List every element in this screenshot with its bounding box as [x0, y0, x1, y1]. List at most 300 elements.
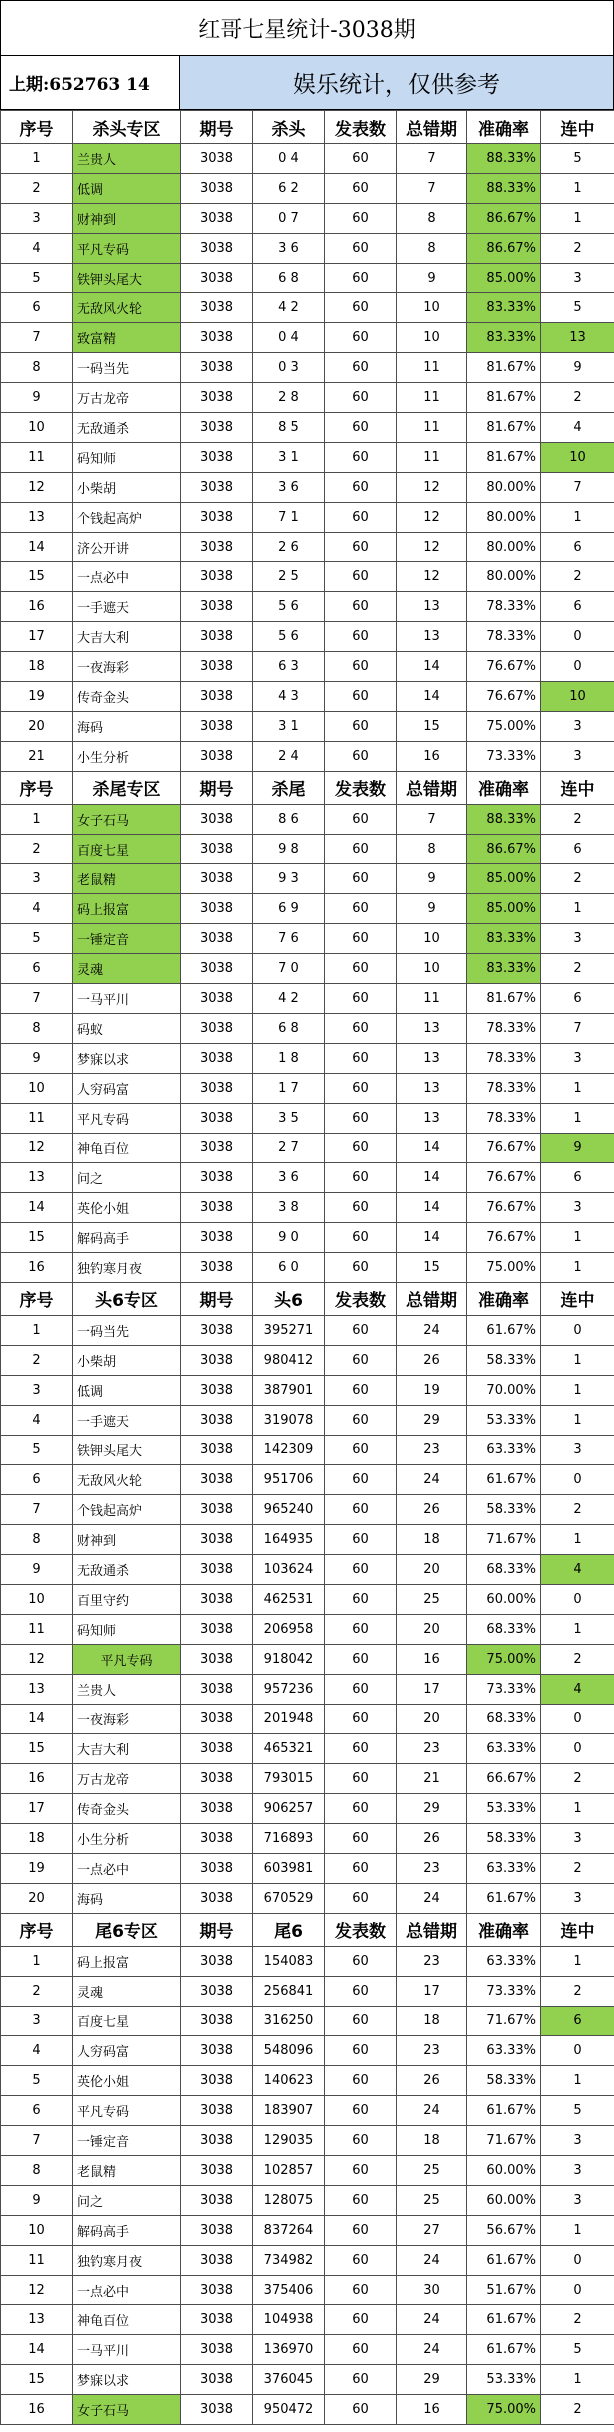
- cell-code: 965240: [253, 1495, 325, 1525]
- cell-total: 60: [325, 1223, 397, 1253]
- cell-no: 11: [1, 1614, 73, 1644]
- cell-total: 60: [325, 233, 397, 263]
- table-row: [1, 383, 614, 413]
- cell-rate: 78.33%: [467, 1013, 541, 1043]
- cell-issue: 3038: [181, 1465, 253, 1495]
- cell-name: 码蚁: [73, 1013, 181, 1043]
- table-row: [1, 804, 614, 834]
- cell-wrong: 23: [397, 1853, 467, 1883]
- table-row: [1, 2036, 614, 2066]
- cell-issue: 3038: [181, 1223, 253, 1253]
- cell-rate: 83.33%: [467, 293, 541, 323]
- cell-code: 395271: [253, 1315, 325, 1345]
- column-header: 期号: [181, 1913, 253, 1946]
- cell-streak: 3: [541, 711, 614, 741]
- table-row: [1, 1193, 614, 1223]
- cell-rate: 75.00%: [467, 2395, 541, 2425]
- cell-rate: 83.33%: [467, 954, 541, 984]
- cell-issue: 3038: [181, 1345, 253, 1375]
- cell-no: 13: [1, 1163, 73, 1193]
- cell-rate: 53.33%: [467, 1794, 541, 1824]
- cell-wrong: 15: [397, 1253, 467, 1283]
- cell-no: 5: [1, 263, 73, 293]
- cell-rate: 80.00%: [467, 502, 541, 532]
- cell-no: 3: [1, 203, 73, 233]
- cell-wrong: 13: [397, 1073, 467, 1103]
- cell-total: 60: [325, 1946, 397, 1976]
- cell-name: 低调: [73, 1375, 181, 1405]
- column-header: 总错期: [397, 771, 467, 804]
- cell-issue: 3038: [181, 2365, 253, 2395]
- cell-streak: 1: [541, 173, 614, 203]
- cell-code: 462531: [253, 1584, 325, 1614]
- cell-code: 154083: [253, 1946, 325, 1976]
- cell-issue: 3038: [181, 834, 253, 864]
- cell-code: 7 0: [253, 954, 325, 984]
- cell-name: 一手遮天: [73, 1405, 181, 1435]
- cell-issue: 3038: [181, 2305, 253, 2335]
- table-row: [1, 2305, 614, 2335]
- table-row: [1, 1555, 614, 1585]
- table-row: [1, 1525, 614, 1555]
- cell-wrong: 10: [397, 924, 467, 954]
- cell-streak: 7: [541, 1013, 614, 1043]
- cell-streak: 3: [541, 924, 614, 954]
- cell-rate: 70.00%: [467, 1375, 541, 1405]
- cell-total: 60: [325, 864, 397, 894]
- cell-wrong: 26: [397, 2066, 467, 2096]
- cell-rate: 58.33%: [467, 1824, 541, 1854]
- cell-wrong: 16: [397, 1644, 467, 1674]
- cell-issue: 3038: [181, 1883, 253, 1913]
- cell-code: 1 7: [253, 1073, 325, 1103]
- cell-wrong: 29: [397, 1794, 467, 1824]
- column-header: 序号: [1, 771, 73, 804]
- cell-issue: 3038: [181, 1794, 253, 1824]
- cell-issue: 3038: [181, 562, 253, 592]
- cell-name: 无敌风火轮: [73, 293, 181, 323]
- cell-wrong: 15: [397, 711, 467, 741]
- cell-no: 2: [1, 1976, 73, 2006]
- table-row: [1, 2066, 614, 2096]
- table-row: [1, 203, 614, 233]
- cell-no: 10: [1, 1073, 73, 1103]
- table-row: [1, 1223, 614, 1253]
- table-row: [1, 1315, 614, 1345]
- table-row: [1, 144, 614, 174]
- cell-code: 793015: [253, 1764, 325, 1794]
- cell-name: 英伦小姐: [73, 2066, 181, 2096]
- cell-name: 大吉大利: [73, 622, 181, 652]
- cell-code: 6 9: [253, 894, 325, 924]
- cell-total: 60: [325, 1193, 397, 1223]
- cell-issue: 3038: [181, 804, 253, 834]
- cell-no: 11: [1, 442, 73, 472]
- cell-name: 梦寐以求: [73, 1043, 181, 1073]
- cell-wrong: 13: [397, 1103, 467, 1133]
- stats-table: [0, 110, 614, 2425]
- cell-no: 3: [1, 864, 73, 894]
- cell-total: 60: [325, 413, 397, 443]
- cell-streak: 1: [541, 1525, 614, 1555]
- cell-wrong: 14: [397, 1193, 467, 1223]
- cell-streak: 2: [541, 864, 614, 894]
- column-header: 发表数: [325, 1282, 397, 1315]
- cell-issue: 3038: [181, 1163, 253, 1193]
- stats-table-body: [1, 111, 614, 2425]
- cell-total: 60: [325, 1465, 397, 1495]
- cell-code: 6 8: [253, 263, 325, 293]
- table-row: [1, 323, 614, 353]
- cell-streak: 0: [541, 2275, 614, 2305]
- cell-issue: 3038: [181, 1734, 253, 1764]
- cell-total: 60: [325, 1525, 397, 1555]
- cell-streak: 5: [541, 2335, 614, 2365]
- table-row: [1, 2395, 614, 2425]
- cell-rate: 71.67%: [467, 2006, 541, 2036]
- cell-total: 60: [325, 2275, 397, 2305]
- table-row: [1, 1253, 614, 1283]
- cell-wrong: 7: [397, 173, 467, 203]
- cell-total: 60: [325, 741, 397, 771]
- cell-streak: 3: [541, 263, 614, 293]
- cell-total: 60: [325, 1163, 397, 1193]
- cell-streak: 1: [541, 1794, 614, 1824]
- table-row: [1, 2365, 614, 2395]
- table-row: [1, 1853, 614, 1883]
- cell-name: 女子石马: [73, 2395, 181, 2425]
- cell-total: 60: [325, 2036, 397, 2066]
- cell-streak: 2: [541, 1644, 614, 1674]
- cell-no: 13: [1, 1674, 73, 1704]
- cell-streak: 2: [541, 1764, 614, 1794]
- cell-no: 3: [1, 1375, 73, 1405]
- cell-issue: 3038: [181, 442, 253, 472]
- cell-no: 7: [1, 323, 73, 353]
- cell-no: 9: [1, 383, 73, 413]
- cell-wrong: 18: [397, 2126, 467, 2156]
- cell-total: 60: [325, 203, 397, 233]
- cell-wrong: 19: [397, 1375, 467, 1405]
- table-row: [1, 2335, 614, 2365]
- cell-wrong: 7: [397, 144, 467, 174]
- table-row: [1, 442, 614, 472]
- cell-wrong: 23: [397, 1946, 467, 1976]
- cell-name: 平凡专码: [73, 1644, 181, 1674]
- cell-name: 无敌通杀: [73, 413, 181, 443]
- cell-rate: 78.33%: [467, 622, 541, 652]
- cell-no: 6: [1, 1465, 73, 1495]
- cell-name: 百度七星: [73, 2006, 181, 2036]
- cell-no: 1: [1, 1315, 73, 1345]
- cell-no: 16: [1, 1253, 73, 1283]
- cell-rate: 61.67%: [467, 1883, 541, 1913]
- cell-streak: 0: [541, 1465, 614, 1495]
- cell-streak: 3: [541, 1883, 614, 1913]
- cell-name: 一点必中: [73, 1853, 181, 1883]
- cell-issue: 3038: [181, 502, 253, 532]
- table-row: [1, 293, 614, 323]
- cell-rate: 61.67%: [467, 1315, 541, 1345]
- cell-streak: 1: [541, 2066, 614, 2096]
- table-row: [1, 1405, 614, 1435]
- cell-code: 2 5: [253, 562, 325, 592]
- column-header: 尾6专区: [73, 1913, 181, 1946]
- cell-wrong: 11: [397, 413, 467, 443]
- cell-total: 60: [325, 2335, 397, 2365]
- cell-name: 财神到: [73, 203, 181, 233]
- cell-name: 神龟百位: [73, 2305, 181, 2335]
- cell-name: 低调: [73, 173, 181, 203]
- cell-issue: 3038: [181, 711, 253, 741]
- cell-rate: 68.33%: [467, 1704, 541, 1734]
- cell-rate: 81.67%: [467, 442, 541, 472]
- cell-no: 6: [1, 2096, 73, 2126]
- cell-code: 548096: [253, 2036, 325, 2066]
- cell-no: 15: [1, 1734, 73, 1764]
- table-row: [1, 233, 614, 263]
- cell-no: 20: [1, 1883, 73, 1913]
- cell-no: 1: [1, 144, 73, 174]
- cell-no: 11: [1, 2245, 73, 2275]
- cell-name: 人穷码富: [73, 1073, 181, 1103]
- cell-rate: 80.00%: [467, 472, 541, 502]
- cell-total: 60: [325, 1764, 397, 1794]
- cell-name: 个钱起高炉: [73, 1495, 181, 1525]
- cell-streak: 5: [541, 293, 614, 323]
- cell-wrong: 20: [397, 1614, 467, 1644]
- cell-code: 9 3: [253, 864, 325, 894]
- cell-streak: 3: [541, 2185, 614, 2215]
- cell-no: 5: [1, 1435, 73, 1465]
- cell-code: 3 1: [253, 442, 325, 472]
- table-row: [1, 894, 614, 924]
- cell-issue: 3038: [181, 1133, 253, 1163]
- cell-total: 60: [325, 2006, 397, 2036]
- cell-issue: 3038: [181, 1405, 253, 1435]
- cell-no: 19: [1, 1853, 73, 1883]
- cell-code: 2 8: [253, 383, 325, 413]
- cell-wrong: 24: [397, 1315, 467, 1345]
- cell-total: 60: [325, 804, 397, 834]
- cell-code: 206958: [253, 1614, 325, 1644]
- cell-no: 12: [1, 2275, 73, 2305]
- cell-code: 8 6: [253, 804, 325, 834]
- cell-total: 60: [325, 144, 397, 174]
- cell-rate: 60.00%: [467, 2185, 541, 2215]
- column-header: 杀尾: [253, 771, 325, 804]
- cell-code: 0 7: [253, 203, 325, 233]
- column-header: 连中: [541, 771, 614, 804]
- cell-code: 129035: [253, 2126, 325, 2156]
- cell-rate: 88.33%: [467, 173, 541, 203]
- cell-issue: 3038: [181, 984, 253, 1014]
- cell-streak: 5: [541, 2096, 614, 2126]
- cell-name: 万古龙帝: [73, 383, 181, 413]
- cell-wrong: 9: [397, 894, 467, 924]
- cell-issue: 3038: [181, 323, 253, 353]
- cell-name: 灵魂: [73, 954, 181, 984]
- cell-total: 60: [325, 1734, 397, 1764]
- cell-streak: 1: [541, 1253, 614, 1283]
- cell-no: 13: [1, 502, 73, 532]
- cell-code: 6 3: [253, 652, 325, 682]
- column-header: 发表数: [325, 1913, 397, 1946]
- cell-name: 独钓寒月夜: [73, 2245, 181, 2275]
- cell-code: 0 4: [253, 323, 325, 353]
- cell-no: 14: [1, 532, 73, 562]
- cell-wrong: 29: [397, 2365, 467, 2395]
- cell-name: 人穷码富: [73, 2036, 181, 2066]
- cell-total: 60: [325, 1345, 397, 1375]
- cell-total: 60: [325, 562, 397, 592]
- cell-streak: 3: [541, 1043, 614, 1073]
- cell-streak: 1: [541, 1103, 614, 1133]
- cell-rate: 73.33%: [467, 1976, 541, 2006]
- cell-total: 60: [325, 1073, 397, 1103]
- cell-total: 60: [325, 2305, 397, 2335]
- cell-code: 9 0: [253, 1223, 325, 1253]
- cell-rate: 63.33%: [467, 1946, 541, 1976]
- cell-total: 60: [325, 1824, 397, 1854]
- cell-wrong: 9: [397, 263, 467, 293]
- cell-issue: 3038: [181, 293, 253, 323]
- cell-code: 7 1: [253, 502, 325, 532]
- cell-streak: 4: [541, 1674, 614, 1704]
- table-row: [1, 2006, 614, 2036]
- cell-name: 传奇金头: [73, 682, 181, 712]
- cell-total: 60: [325, 682, 397, 712]
- cell-total: 60: [325, 1495, 397, 1525]
- cell-no: 14: [1, 1704, 73, 1734]
- cell-rate: 85.00%: [467, 864, 541, 894]
- cell-no: 14: [1, 1193, 73, 1223]
- cell-streak: 6: [541, 1163, 614, 1193]
- cell-rate: 86.67%: [467, 233, 541, 263]
- cell-rate: 60.00%: [467, 2156, 541, 2186]
- table-row: [1, 682, 614, 712]
- cell-issue: 3038: [181, 1043, 253, 1073]
- cell-rate: 58.33%: [467, 1495, 541, 1525]
- cell-code: 603981: [253, 1853, 325, 1883]
- cell-rate: 61.67%: [467, 2335, 541, 2365]
- cell-wrong: 18: [397, 1525, 467, 1555]
- cell-rate: 88.33%: [467, 804, 541, 834]
- cell-no: 13: [1, 2305, 73, 2335]
- cell-no: 18: [1, 1824, 73, 1854]
- cell-wrong: 24: [397, 2245, 467, 2275]
- cell-total: 60: [325, 1555, 397, 1585]
- cell-issue: 3038: [181, 1073, 253, 1103]
- cell-total: 60: [325, 1043, 397, 1073]
- cell-streak: 6: [541, 834, 614, 864]
- cell-rate: 51.67%: [467, 2275, 541, 2305]
- cell-no: 8: [1, 353, 73, 383]
- cell-rate: 88.33%: [467, 144, 541, 174]
- cell-streak: 0: [541, 1584, 614, 1614]
- cell-wrong: 24: [397, 2096, 467, 2126]
- cell-no: 2: [1, 1345, 73, 1375]
- column-header: 准确率: [467, 771, 541, 804]
- cell-total: 60: [325, 323, 397, 353]
- cell-name: 无敌通杀: [73, 1555, 181, 1585]
- column-header: 尾6: [253, 1913, 325, 1946]
- table-row: [1, 741, 614, 771]
- cell-name: 济公开讲: [73, 532, 181, 562]
- cell-total: 60: [325, 532, 397, 562]
- cell-issue: 3038: [181, 1614, 253, 1644]
- cell-total: 60: [325, 1883, 397, 1913]
- column-header: 杀尾专区: [73, 771, 181, 804]
- cell-wrong: 29: [397, 1405, 467, 1435]
- cell-name: 一马平川: [73, 2335, 181, 2365]
- cell-streak: 6: [541, 532, 614, 562]
- cell-streak: 3: [541, 2156, 614, 2186]
- cell-code: 316250: [253, 2006, 325, 2036]
- cell-issue: 3038: [181, 924, 253, 954]
- cell-name: 平凡专码: [73, 1103, 181, 1133]
- cell-streak: 7: [541, 472, 614, 502]
- cell-total: 60: [325, 472, 397, 502]
- cell-rate: 76.67%: [467, 1163, 541, 1193]
- table-row: [1, 984, 614, 1014]
- cell-issue: 3038: [181, 144, 253, 174]
- cell-code: 375406: [253, 2275, 325, 2305]
- cell-no: 8: [1, 2156, 73, 2186]
- cell-name: 平凡专码: [73, 233, 181, 263]
- cell-issue: 3038: [181, 263, 253, 293]
- section-header-row: [1, 1913, 614, 1946]
- column-header: 头6专区: [73, 1282, 181, 1315]
- cell-name: 解码高手: [73, 1223, 181, 1253]
- cell-code: 102857: [253, 2156, 325, 2186]
- cell-rate: 56.67%: [467, 2215, 541, 2245]
- cell-no: 15: [1, 562, 73, 592]
- cell-wrong: 20: [397, 1555, 467, 1585]
- cell-wrong: 25: [397, 1584, 467, 1614]
- table-row: [1, 2126, 614, 2156]
- cell-issue: 3038: [181, 1946, 253, 1976]
- cell-wrong: 14: [397, 1163, 467, 1193]
- cell-rate: 76.67%: [467, 1133, 541, 1163]
- cell-streak: 1: [541, 1073, 614, 1103]
- cell-issue: 3038: [181, 1764, 253, 1794]
- cell-code: 3 6: [253, 472, 325, 502]
- cell-issue: 3038: [181, 1315, 253, 1345]
- cell-rate: 80.00%: [467, 532, 541, 562]
- cell-streak: 10: [541, 682, 614, 712]
- cell-total: 60: [325, 293, 397, 323]
- cell-streak: 2: [541, 1495, 614, 1525]
- section-header-row: [1, 771, 614, 804]
- column-header: 序号: [1, 1913, 73, 1946]
- cell-issue: 3038: [181, 1704, 253, 1734]
- table-row: [1, 1614, 614, 1644]
- cell-name: 码上报富: [73, 1946, 181, 1976]
- info-row: [0, 56, 614, 110]
- cell-code: 918042: [253, 1644, 325, 1674]
- table-row: [1, 864, 614, 894]
- cell-issue: 3038: [181, 2036, 253, 2066]
- cell-wrong: 23: [397, 1734, 467, 1764]
- table-row: [1, 652, 614, 682]
- table-row: [1, 263, 614, 293]
- table-row: [1, 2215, 614, 2245]
- table-row: [1, 2096, 614, 2126]
- cell-streak: 1: [541, 1223, 614, 1253]
- cell-rate: 63.33%: [467, 2036, 541, 2066]
- column-header: 准确率: [467, 111, 541, 144]
